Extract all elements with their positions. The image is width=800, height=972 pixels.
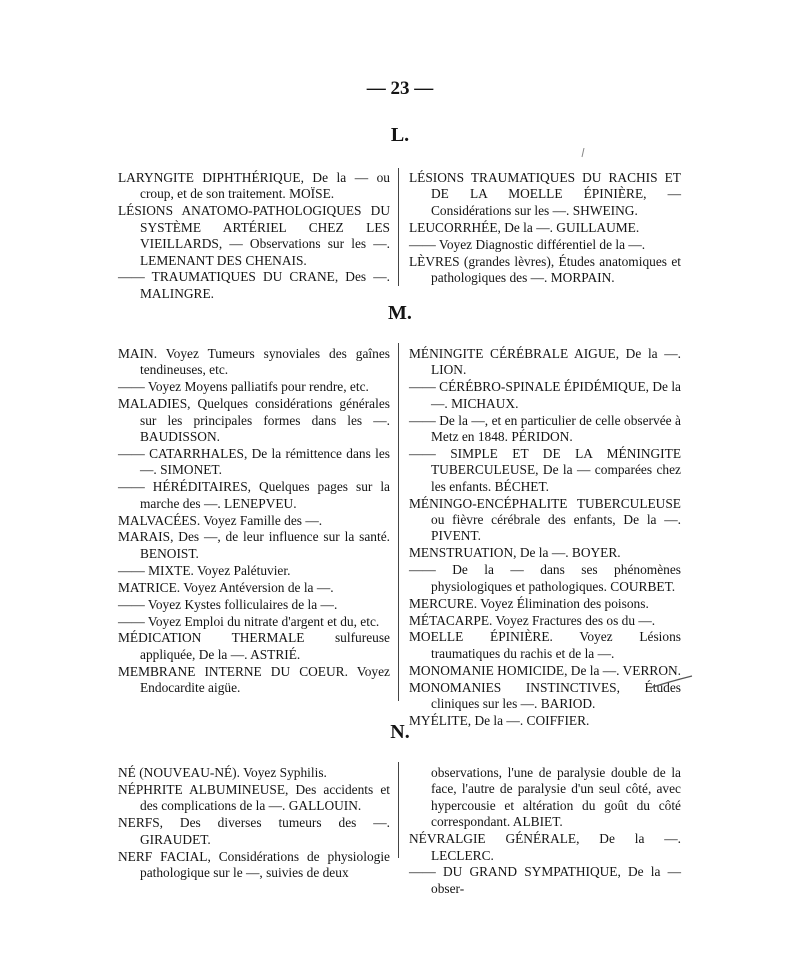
page-number: — 23 — [366, 78, 434, 99]
index-entry: NÉPHRITE ALBUMINEUSE, Des accidents et des complications de la —. GALLOUIN. [118, 781, 390, 814]
index-entry: MÉTACARPE. Voyez Fractures des os du —. [409, 612, 656, 628]
index-entry: MALVACÉES. Voyez Famille des —. [118, 512, 323, 528]
column-divider [398, 343, 399, 701]
index-entry: NÉ (NOUVEAU-NÉ). Voyez Syphilis. [118, 765, 327, 780]
index-entry: MALADIES, Quelques considérations générales sur les principales formes dans les —. BAUDISSON. [118, 396, 390, 445]
pencil-stroke-icon [648, 674, 694, 690]
section-l-left-column [118, 170, 390, 303]
index-entry: NERFS, Des diverses tumeurs des —. GIRAUDET. [118, 815, 390, 847]
index-entry: LÈVRES (grandes lèvres), Études anatomiques et pathologiques des —. MORPAIN. [409, 253, 681, 285]
index-entry: MÉNINGO-ENCÉPHALITE TUBERCULEUSE ou fièvre cérébrale des enfants, De la —. PIVENT. [409, 495, 681, 544]
index-entry: MERCURE. Voyez Élimination des poisons. [409, 595, 649, 611]
index-entry: LÉSIONS ANATOMO-PATHOLOGIQUES DU SYSTÈME ARTÉRIEL CHEZ LES VIEILLARDS, — Observations sur les —. LEMENANT DES CHENAIS. [118, 203, 390, 268]
index-entry: —— MIXTE. Voyez Palétuvier. [118, 562, 291, 578]
index-entry: MEMBRANE INTERNE DU COEUR. Voyez Endocardite aigüe. [118, 663, 390, 696]
index-entry: —— TRAUMATIQUES DU CRANE, Des —. MALINGRE. [118, 269, 390, 301]
index-entry: MATRICE. Voyez Antéversion de la —. [118, 579, 334, 595]
index-entry: —— De la — dans ses phénomènes physiologiques et pathologiques. COURBET. [409, 562, 681, 594]
index-entry: MYÉLITE, De la —. COIFFIER. [409, 712, 590, 728]
index-entry-continuation: observations, l'une de paralysie double de la face, l'autre de paralysie d'un seul côté, avec hypercousie et altération du goût du côté correspondant. ALBIET. [431, 765, 681, 830]
index-entry: MÉDICATION THERMALE sulfureuse appliquée, De la —. ASTRIÉ. [118, 630, 390, 662]
index-entry: MAIN. Voyez Tumeurs synoviales des gaînes tendineuses, etc. [118, 346, 390, 378]
index-entry: —— Voyez Moyens palliatifs pour rendre, etc. [118, 379, 369, 395]
index-entry: —— HÉRÉDITAIRES, Quelques pages sur la marche des —. LENEPVEU. [118, 479, 390, 511]
index-entry: MONOMANIES INSTINCTIVES, Études cliniques sur les —. BARIOD. [409, 679, 681, 712]
index-entry: LARYNGITE DIPHTHÉRIQUE, De la — ou croup, et de son traitement. MOÏSE. [118, 170, 390, 202]
index-entry: MENSTRUATION, De la —. BOYER. [409, 545, 621, 561]
section-letter-m: M. [388, 302, 412, 324]
index-entry: —— Voyez Diagnostic différentiel de la —. [409, 236, 646, 252]
section-m-right-column [409, 346, 681, 730]
section-letter-n: N. [390, 721, 410, 743]
section-letter-l: L. [390, 124, 410, 146]
index-entry: LÉSIONS TRAUMATIQUES DU RACHIS ET DE LA MOELLE ÉPINIÈRE, — Considérations sur les —. SHWEING. [409, 170, 681, 218]
index-entry: NERF FACIAL, Considérations de physiologie pathologique sur le —, suivies de deux [118, 848, 390, 880]
index-entry: MARAIS, Des —, de leur influence sur la santé. BENOIST. [118, 529, 390, 561]
index-entry: —— Voyez Emploi du nitrate d'argent et du, etc. [118, 613, 380, 629]
section-n-right-column [409, 765, 681, 898]
section-n-left-column [118, 765, 390, 882]
index-entry: MOELLE ÉPINIÈRE. Voyez Lésions traumatiques du rachis et de la —. [409, 629, 681, 661]
pencil-mark-icon [580, 148, 586, 158]
index-entry: MONOMANIE HOMICIDE, De la —. VERRON. [409, 662, 682, 678]
index-entry: —— CÉRÉBRO-SPINALE ÉPIDÉMIQUE, De la —. MICHAUX. [409, 379, 681, 411]
index-entry: —— Voyez Kystes folliculaires de la —. [118, 596, 338, 612]
section-m-left-column [118, 346, 390, 697]
index-entry: MÉNINGITE CÉRÉBRALE AIGUE, De la —. LION. [409, 346, 681, 378]
column-divider [398, 762, 399, 858]
index-entry: —— DU GRAND SYMPATHIQUE, De la — obser- [409, 864, 681, 896]
section-l-right-column [409, 170, 681, 287]
index-entry: NÉVRALGIE GÉNÉRALE, De la —. LECLERC. [409, 831, 681, 863]
index-entry: —— SIMPLE ET DE LA MÉNINGITE TUBERCULEUSE, De la — comparées chez les enfants. BÉCHET. [409, 445, 681, 494]
column-divider [398, 168, 399, 286]
index-entry: —— De la —, et en particulier de celle observée à Metz en 1848. PÉRIDON. [409, 412, 681, 445]
index-entry: —— CATARRHALES, De la rémittence dans les —. SIMONET. [118, 445, 390, 478]
index-entry: LEUCORRHÉE, De la —. GUILLAUME. [409, 219, 640, 235]
